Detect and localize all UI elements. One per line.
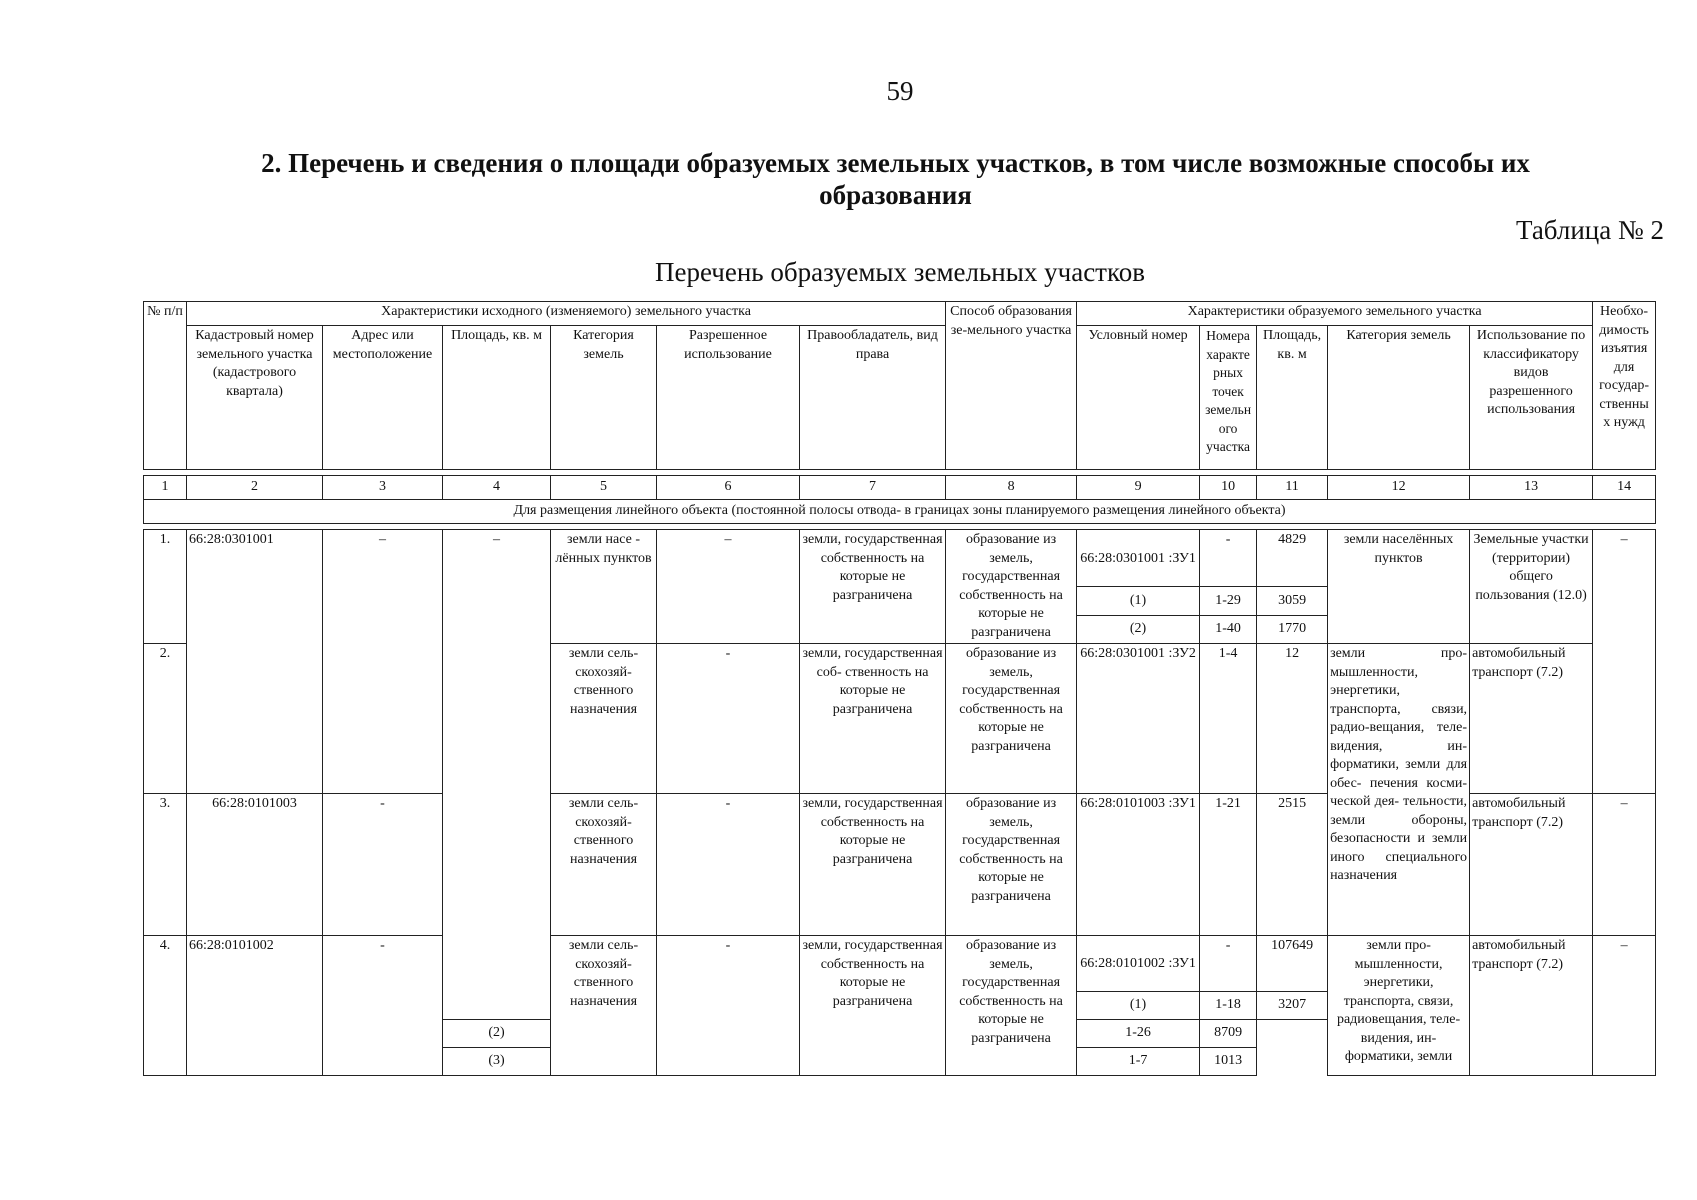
category: земли сель- скохозяй- ственного назначения bbox=[551, 794, 657, 936]
new-area: 2515 bbox=[1257, 794, 1328, 936]
conditional-number: (2) bbox=[443, 1020, 551, 1048]
formation-method: образование из земель, государственная собственность на которые не разграничена bbox=[946, 530, 1077, 644]
permitted-use-classifier: автомобильный транспорт (7.2) bbox=[1470, 644, 1593, 794]
points: - bbox=[1200, 530, 1257, 587]
column-number: 2 bbox=[187, 476, 323, 500]
new-area: 8709 bbox=[1200, 1020, 1257, 1048]
row-number: 1. bbox=[144, 530, 187, 644]
section-row-text: Для размещения линейного объекта (постоянной полосы отвода- в границах зоны планируемого размещения линейного объекта) bbox=[144, 500, 1656, 524]
points: - bbox=[1200, 936, 1257, 992]
column-number: 8 bbox=[946, 476, 1077, 500]
address: - bbox=[323, 936, 443, 1076]
new-area: 12 bbox=[1257, 644, 1328, 794]
conditional-number: (1) bbox=[1077, 587, 1200, 616]
header-source-group: Характеристики исходного (изменяемого) земельного участка bbox=[187, 302, 946, 326]
column-number: 11 bbox=[1257, 476, 1328, 500]
cadastral-number: 66:28:0101003 bbox=[187, 794, 323, 936]
column-number: 3 bbox=[323, 476, 443, 500]
table-number: Таблица № 2 bbox=[1516, 215, 1664, 245]
column-number: 12 bbox=[1328, 476, 1470, 500]
column-number: 6 bbox=[657, 476, 800, 500]
column-number: 9 bbox=[1077, 476, 1200, 500]
new-area: 1013 bbox=[1200, 1048, 1257, 1076]
new-area: 1770 bbox=[1257, 615, 1328, 644]
page-number: 59 bbox=[886, 76, 914, 106]
new-category: земли населённых пунктов bbox=[1328, 530, 1470, 644]
points: 1-40 bbox=[1200, 615, 1257, 644]
new-area: 107649 bbox=[1257, 936, 1328, 992]
permitted-use: - bbox=[657, 936, 800, 1076]
points: 1-7 bbox=[1077, 1048, 1200, 1076]
header-row-2 bbox=[144, 326, 1656, 470]
column-number: 1 bbox=[144, 476, 187, 500]
header-cadastral: Кадастровый номер земельного участка (кадастрового квартала) bbox=[187, 326, 323, 470]
owner: земли, государственная собственность на которые не разграничена bbox=[800, 936, 946, 1076]
seizure-need: – bbox=[1593, 794, 1656, 936]
new-area: 4829 bbox=[1257, 530, 1328, 587]
category: земли насе - лённых пунктов bbox=[551, 530, 657, 644]
area: – bbox=[443, 530, 551, 1020]
new-area: 3059 bbox=[1257, 587, 1328, 616]
permitted-use-classifier: Земельные участки (территории) общего пользования (12.0) bbox=[1470, 530, 1593, 644]
header-use: Использование по классификатору видов разрешенного использования bbox=[1470, 326, 1593, 470]
table-row bbox=[144, 530, 1656, 587]
header-area: Площадь, кв. м bbox=[443, 326, 551, 470]
cadastral-number: 66:28:0301001 bbox=[187, 530, 323, 794]
conditional-number: (1) bbox=[1077, 992, 1200, 1020]
row-number: 3. bbox=[144, 794, 187, 936]
conditional-number: 66:28:0101003 :ЗУ1 bbox=[1077, 794, 1200, 936]
header-row-1 bbox=[144, 302, 1656, 326]
section-row bbox=[144, 500, 1656, 524]
cadastral-number: 66:28:0101002 bbox=[187, 936, 323, 1076]
owner: земли, государственная собственность на которые не разграничена bbox=[800, 794, 946, 936]
seizure-need: – bbox=[1593, 936, 1656, 1076]
owner: земли, государственная собственность на которые не разграничена bbox=[800, 530, 946, 644]
conditional-number: (3) bbox=[443, 1048, 551, 1076]
column-numbers-row bbox=[144, 476, 1656, 500]
land-plots-table bbox=[143, 301, 1656, 1076]
points: 1-29 bbox=[1200, 587, 1257, 616]
header-permitted-use: Разрешенное использование bbox=[657, 326, 800, 470]
column-number: 4 bbox=[443, 476, 551, 500]
new-category: земли про- мышленности, энергетики, транспорта, связи, радиовещания, теле- видения, ин- форматики, земли bbox=[1328, 936, 1470, 1076]
header-num: № п/п bbox=[144, 302, 187, 470]
new-category: земли про- мышленности, энергетики, транспорта, связи, радио-вещания, теле- видения, ин- форматики, земли для обес- печения косми- ческой дея- тельности, земли обороны, безопасности и земли иного специального назначения bbox=[1328, 644, 1470, 936]
column-number: 10 bbox=[1200, 476, 1257, 500]
points: 1-21 bbox=[1200, 794, 1257, 936]
address: – bbox=[323, 530, 443, 794]
header-new-group: Характеристики образуемого земельного участка bbox=[1077, 302, 1593, 326]
owner: земли, государственная соб- ственность на которые не разграничена bbox=[800, 644, 946, 794]
table-title: Перечень образуемых земельных участков bbox=[655, 257, 1145, 287]
category: земли сель- скохозяй- ственного назначения bbox=[551, 936, 657, 1076]
seizure-need: – bbox=[1593, 530, 1656, 644]
header-new-area: Площадь, кв. м bbox=[1257, 326, 1328, 470]
conditional-number: 66:28:0301001 :ЗУ2 bbox=[1077, 644, 1200, 794]
conditional-number: 66:28:0301001 :ЗУ1 bbox=[1077, 530, 1200, 587]
permitted-use-classifier: автомобильный транспорт (7.2) bbox=[1470, 936, 1593, 1076]
section-title: 2. Перечень и сведения о площади образуемых земельных участков, в том числе возможные способы их образования bbox=[261, 148, 1530, 210]
permitted-use-classifier: автомобильный транспорт (7.2) bbox=[1470, 794, 1593, 936]
conditional-number: 66:28:0101002 :ЗУ1 bbox=[1077, 936, 1200, 992]
new-area: 3207 bbox=[1257, 992, 1328, 1020]
header-seizure: Необхо-димость изъятия для государ-ственны х нужд bbox=[1593, 302, 1656, 470]
category: земли сель- скохозяй- ственного назначения bbox=[551, 644, 657, 794]
permitted-use: - bbox=[657, 794, 800, 936]
points: 1-4 bbox=[1200, 644, 1257, 794]
header-category: Категория земель bbox=[551, 326, 657, 470]
formation-method: образование из земель, государственная собственность на которые не разграничена bbox=[946, 644, 1077, 794]
permitted-use: – bbox=[657, 530, 800, 644]
address: - bbox=[323, 794, 443, 936]
points: 1-26 bbox=[1077, 1020, 1200, 1048]
header-conditional-number: Условный номер bbox=[1077, 326, 1200, 470]
seizure-need bbox=[1593, 644, 1656, 794]
table-row bbox=[144, 936, 1656, 992]
formation-method: образование из земель, государственная собственность на которые не разграничена bbox=[946, 794, 1077, 936]
header-method: Способ образования зе-мельного участка bbox=[946, 302, 1077, 470]
column-number: 5 bbox=[551, 476, 657, 500]
permitted-use: - bbox=[657, 644, 800, 794]
row-number: 4. bbox=[144, 936, 187, 1076]
column-number: 14 bbox=[1593, 476, 1656, 500]
formation-method: образование из земель, государственная собственность на которые не разграничена bbox=[946, 936, 1077, 1076]
header-address: Адрес или местоположение bbox=[323, 326, 443, 470]
row-number: 2. bbox=[144, 644, 187, 794]
header-owner: Правообладатель, вид права bbox=[800, 326, 946, 470]
column-number: 7 bbox=[800, 476, 946, 500]
header-new-category: Категория земель bbox=[1328, 326, 1470, 470]
header-points: Номера характе рных точек земельн ого участка bbox=[1200, 326, 1257, 470]
points: 1-18 bbox=[1200, 992, 1257, 1020]
conditional-number: (2) bbox=[1077, 615, 1200, 644]
column-number: 13 bbox=[1470, 476, 1593, 500]
